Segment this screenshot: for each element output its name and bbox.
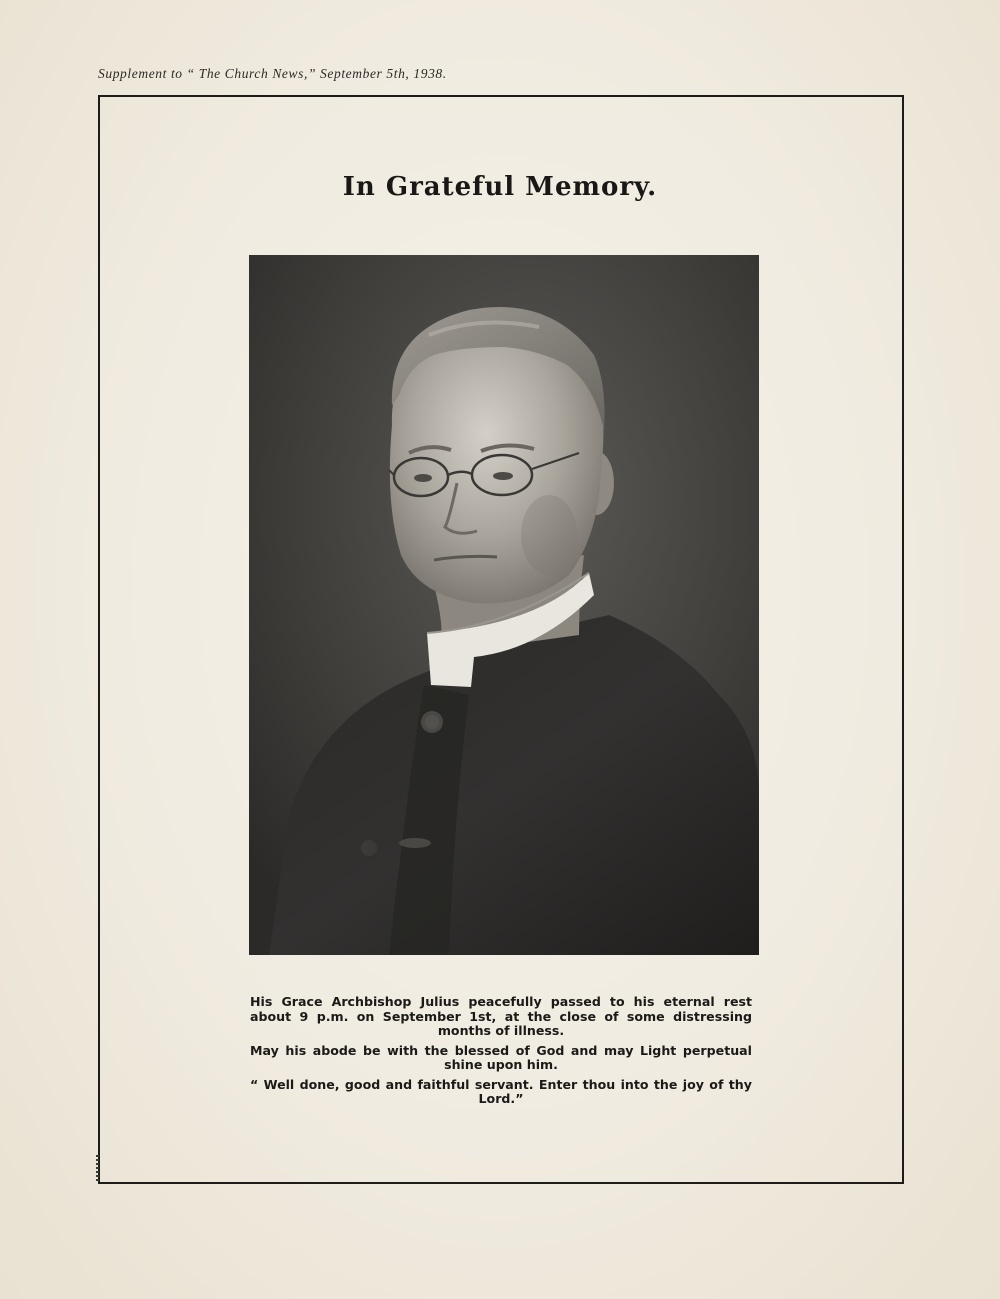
caption-paragraph: His Grace Archbishop Julius peacefully passed to his eternal rest about 9 p.m. on September 1st, at the close of some distressing months of illness. [250,994,752,1038]
binding-mark [96,1155,99,1183]
page-title: In Grateful Memory. [342,172,658,202]
obituary-caption [250,995,752,1112]
clergyman-portrait-photo [249,255,759,955]
caption-paragraph: May his abode be with the blessed of God and may Light perpetual shine upon him. [250,1042,752,1072]
caption-paragraph: “ Well done, good and faithful servant. Enter thou into the joy of thy Lord.” [250,1076,752,1106]
supplement-header: Supplement to “ The Church News,” September 5th, 1938. [98,66,447,81]
